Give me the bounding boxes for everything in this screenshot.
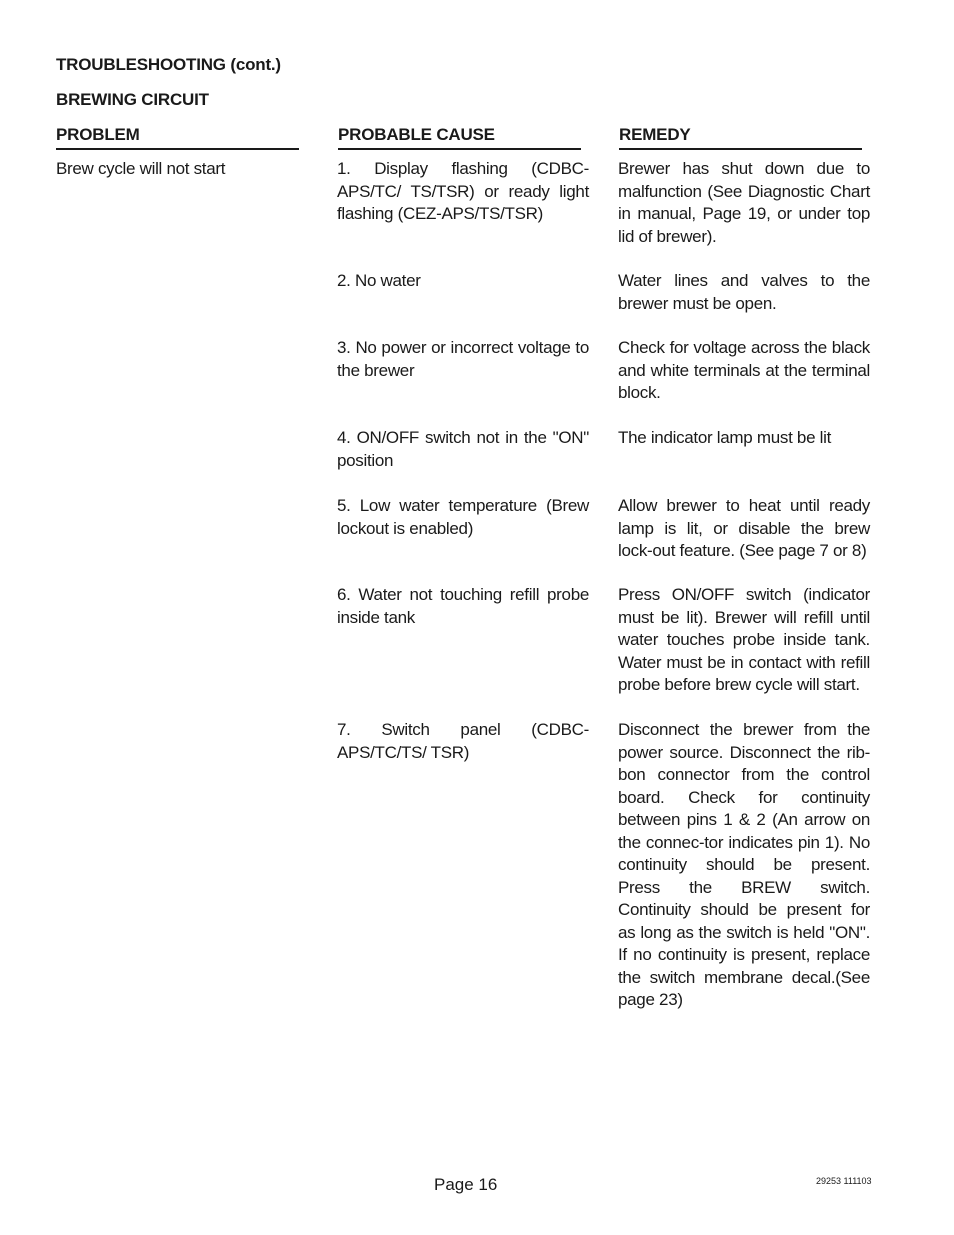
- cause-5: 5. Low water temperature (Brew lockout is enabled): [337, 496, 589, 538]
- cause-7: 7. Switch panel (CDBC-APS/TC/TS/ TSR): [337, 720, 589, 762]
- remedy-1: Brewer has shut down due to malfunction (See Diagnostic Chart in manual, Page 19, or under top lid of brewer).: [618, 159, 870, 246]
- column-header-remedy: REMEDY: [619, 125, 862, 150]
- page-number: Page 16: [434, 1175, 498, 1194]
- document-code: 29253 111103: [816, 1176, 872, 1186]
- remedy-3: Check for voltage across the black and white terminals at the terminal block.: [618, 338, 870, 402]
- subsection-heading: BREWING CIRCUIT: [56, 90, 209, 109]
- remedy-2: Water lines and valves to the brewer must be open.: [618, 271, 870, 313]
- remedy-6: Press ON/OFF switch (indicator must be lit). Brewer will refill until water touches probe inside tank. Water must be in contact with refill probe before brew cycle will start.: [618, 585, 870, 694]
- section-heading: TROUBLESHOOTING (cont.): [56, 55, 281, 74]
- remedy-4: The indicator lamp must be lit: [618, 428, 832, 447]
- cause-4: 4. ON/OFF switch not in the "ON" position: [337, 428, 589, 470]
- cause-6: 6. Water not touching refill probe inside tank: [337, 585, 589, 627]
- remedy-5: Allow brewer to heat until ready lamp is lit, or disable the brew lock-out feature. (See page 7 or 8): [618, 496, 870, 560]
- cause-3: 3. No power or incorrect voltage to the brewer: [337, 338, 589, 380]
- column-header-probable-cause: PROBABLE CAUSE: [338, 125, 581, 150]
- cause-1: 1. Display flashing (CDBC-APS/TC/ TS/TSR) or ready light flashing (CEZ-APS/TS/TSR): [337, 159, 589, 223]
- cause-2: 2. No water: [337, 271, 421, 290]
- problem-text: Brew cycle will not start: [56, 159, 226, 178]
- remedy-7: Disconnect the brewer from the power source. Disconnect the rib-bon connector from the control board. Check for continuity between pins 1 & 2 (An arrow on the connec-tor indicates pin 1). No continuity should be present. Press the BREW switch. Continuity should be present for as long as the switch is held "ON". If no continuity is present, replace the switch membrane decal.(See page 23): [618, 720, 870, 1009]
- column-header-problem: PROBLEM: [56, 125, 299, 150]
